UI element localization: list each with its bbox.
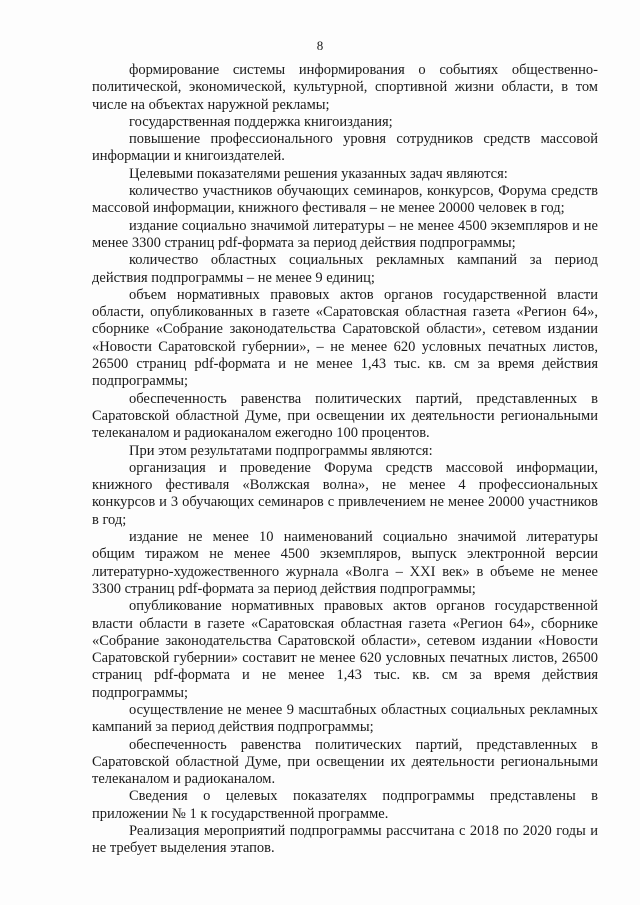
- paragraph: осуществление не менее 9 масштабных областных социальных рекламных кампаний за период действия подпрограммы;: [92, 701, 598, 736]
- paragraph: Сведения о целевых показателях подпрограммы представлены в приложении № 1 к государственной программе.: [92, 788, 598, 822]
- paragraph: организация и проведение Форума средств массовой информации, книжного фестиваля «Волжская волна», не менее 4 профессиональных конкурсов и 3 обучающих семинаров с привлечением не менее 20000 участников в год;: [92, 459, 598, 528]
- paragraph: При этом результатами подпрограммы являются:: [129, 442, 433, 459]
- paragraph: повышение профессионального уровня сотрудников средств массовой информации и книгоиздателей.: [92, 131, 598, 165]
- paragraph: издание не менее 10 наименований социально значимой литературы общим тиражом не менее 4500 экземпляров, выпуск электронной версии литературно-художественного журнала «Волга – XXI век» в объеме не менее 3300 страниц pdf-формата за период действия подпрограммы;: [92, 529, 598, 597]
- paragraph: Реализация мероприятий подпрограммы рассчитана с 2018 по 2020 годы и не требует выделения этапов.: [92, 823, 598, 857]
- paragraph: издание социально значимой литературы – не менее 4500 экземпляров и не менее 3300 страниц pdf-формата за период действия подпрограммы;: [92, 217, 598, 251]
- paragraph: опубликование нормативных правовых актов органов государственной власти области в газете «Саратовская областная газета «Регион 64», сборнике «Собрание законодательства Саратовской области», сетевом издании «Новости Саратовской губернии» составит не менее 620 условных печатных листов, 26500 страниц pdf-формата и не менее 1,43 тыс. кв. см за время действия подпрограммы;: [92, 598, 598, 701]
- paragraph: количество областных социальных рекламных кампаний за период действия подпрограммы – не менее 9 единиц;: [92, 252, 598, 286]
- paragraph: Целевыми показателями решения указанных задач являются:: [129, 165, 508, 182]
- paragraph: объем нормативных правовых актов органов государственной власти области, опубликованных в газете «Саратовская областная газета «Регион 64», сборнике «Собрание законодательства Саратовской области», сетевом издании «Новости Саратовской губернии», – не менее 620 условных печатных листов, 26500 страниц pdf-формата и не менее 1,43 тыс. кв. см за время действия подпрограммы;: [92, 286, 598, 390]
- paragraph: обеспеченность равенства политических партий, представленных в Саратовской областной Думе, при освещении их деятельности региональными телеканалом и радиоканалом.: [92, 736, 598, 788]
- paragraph: формирование системы информирования о событиях общественно-политической, экономической, культурной, спортивной жизни области, в том числе на объектах наружной рекламы;: [92, 62, 598, 113]
- body-text: [92, 62, 598, 858]
- paragraph: количество участников обучающих семинаров, конкурсов, Форума средств массовой информации, книжного фестиваля – не менее 20000 человек в год;: [92, 183, 598, 217]
- page-number: 8: [316, 38, 324, 53]
- paragraph: государственная поддержка книгоиздания;: [129, 113, 393, 130]
- paragraph: обеспеченность равенства политических партий, представленных в Саратовской областной Думе, при освещении их деятельности региональными телеканалом и радиоканалом ежегодно 100 процентов.: [92, 390, 598, 442]
